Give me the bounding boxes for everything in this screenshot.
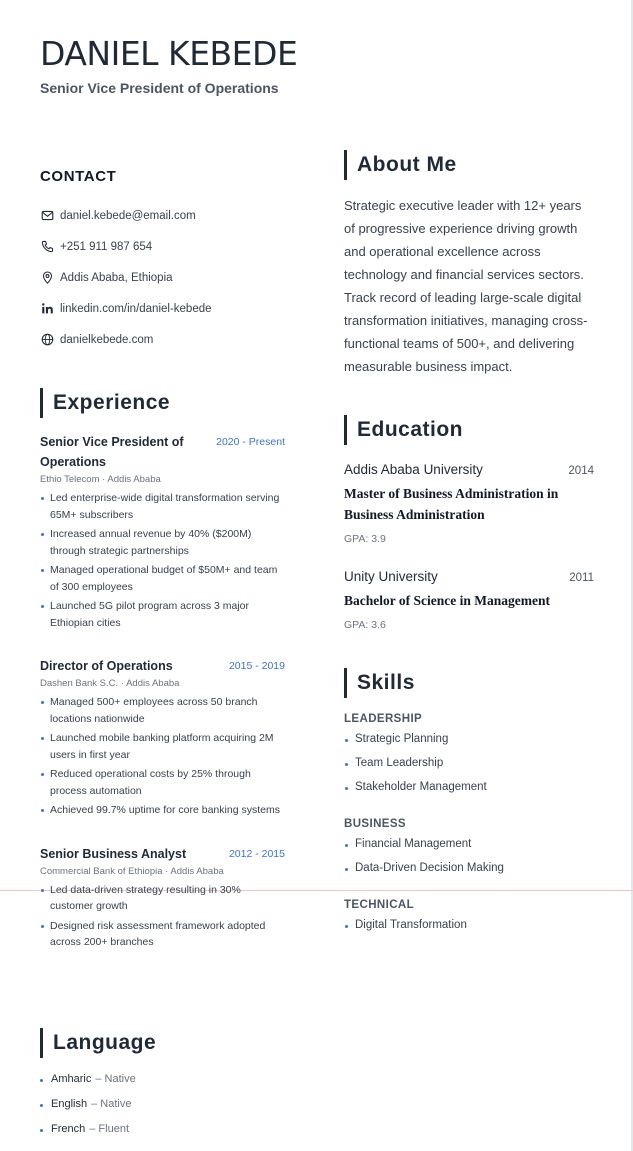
experience-bullet: Managed operational budget of $50M+ and team of 300 employees <box>40 562 285 595</box>
education-degree: Master of Business Administration in Business Administration <box>344 486 559 522</box>
education-item <box>344 462 594 545</box>
experience-item <box>40 432 285 631</box>
skill-item: Data-Driven Decision Making <box>344 862 594 886</box>
skill-item: Stakeholder Management <box>344 781 594 805</box>
language-heading: Language <box>40 1028 285 1058</box>
phone-icon <box>40 240 54 254</box>
contact-location <box>40 262 285 293</box>
language-item <box>40 1073 285 1098</box>
contact-email-text: daniel.kebede@email.com <box>60 209 196 222</box>
candidate-name: DANIEL KEBEDE <box>40 34 298 73</box>
contact-location-text: Addis Ababa, Ethiopia <box>60 271 173 284</box>
language-level: – Fluent <box>89 1123 129 1135</box>
skills-section <box>344 668 594 943</box>
education-school: Addis Ababa University <box>344 462 483 477</box>
experience-role: Senior Vice President of Operations <box>40 435 184 469</box>
resume-header <box>40 34 600 96</box>
skill-group-title: TECHNICAL <box>344 899 415 911</box>
education-gpa: GPA: 3.9 <box>344 533 386 545</box>
experience-role: Director of Operations <box>40 659 173 673</box>
experience-bullet: Achieved 99.7% uptime for core banking systems <box>40 802 285 819</box>
contact-phone-text: +251 911 987 654 <box>60 240 153 253</box>
education-school: Unity University <box>344 569 438 584</box>
experience-bullets <box>40 694 285 819</box>
experience-company: Commercial Bank of Ethiopia · Addis Ababa <box>40 865 224 877</box>
skill-group-business <box>344 818 594 886</box>
experience-bullet: Led data-driven strategy resulting in 30% customer growth <box>40 882 285 915</box>
experience-dates: 2012 - 2015 <box>228 847 285 860</box>
globe-icon <box>40 333 54 347</box>
contact-website[interactable] <box>40 324 285 355</box>
skill-item: Strategic Planning <box>344 733 594 757</box>
experience-bullet: Launched mobile banking platform acquiring 2M users in first year <box>40 730 285 763</box>
linkedin-icon <box>40 302 54 316</box>
skill-item: Digital Transformation <box>344 919 594 943</box>
experience-bullets <box>40 882 285 951</box>
skill-group-leadership <box>344 713 594 805</box>
experience-bullet: Reduced operational costs by 25% through process automation <box>40 766 285 799</box>
education-section <box>344 415 594 631</box>
contact-linkedin-text: linkedin.com/in/daniel-kebede <box>60 302 212 315</box>
language-section <box>40 1028 285 1148</box>
experience-company: Ethio Telecom · Addis Ababa <box>40 474 161 485</box>
language-level: – Native <box>95 1073 136 1085</box>
education-year: 2011 <box>569 572 594 584</box>
about-heading: About Me <box>344 150 594 180</box>
location-icon <box>40 271 54 285</box>
experience-bullet: Launched 5G pilot program across 3 major Ethiopian cities <box>40 598 285 631</box>
candidate-title: Senior Vice President of Operations <box>40 80 279 96</box>
language-list <box>40 1073 285 1148</box>
experience-company: Dashen Bank S.C. · Addis Ababa <box>40 678 180 689</box>
skills-heading: Skills <box>344 668 594 698</box>
language-item <box>40 1123 285 1148</box>
experience-dates: 2020 - Present <box>216 436 285 448</box>
language-name: French <box>51 1123 86 1135</box>
experience-heading: Experience <box>40 388 285 418</box>
experience-item <box>40 656 285 819</box>
education-degree: Bachelor of Science in Management <box>344 593 550 608</box>
contact-heading: CONTACT <box>40 168 117 185</box>
experience-bullet: Designed risk assessment framework adopted across 200+ branches <box>40 918 285 951</box>
experience-role: Senior Business Analyst <box>40 846 187 861</box>
skill-item: Team Leadership <box>344 757 594 781</box>
language-name: English <box>51 1098 88 1110</box>
experience-dates: 2015 - 2019 <box>228 660 285 672</box>
contact-phone[interactable] <box>40 231 285 262</box>
left-column <box>40 168 285 976</box>
language-name: Amharic <box>51 1073 92 1085</box>
contact-website-text: danielkebede.com <box>60 333 154 346</box>
skill-item: Financial Management <box>344 838 594 862</box>
education-gpa: GPA: 3.6 <box>344 619 386 631</box>
experience-list <box>40 432 285 951</box>
language-level: – Native <box>91 1098 132 1110</box>
experience-bullet: Increased annual revenue by 40% ($200M) through strategic partnerships <box>40 526 285 559</box>
mail-icon <box>40 209 54 223</box>
experience-bullet: Managed 500+ employees across 50 branch locations nationwide <box>40 694 285 727</box>
skill-group-technical <box>344 899 594 943</box>
experience-item-header <box>40 844 285 864</box>
experience-item-header <box>40 656 285 676</box>
about-section <box>344 150 594 378</box>
language-item <box>40 1098 285 1123</box>
experience-item-header <box>40 432 285 472</box>
contact-linkedin[interactable] <box>40 293 285 324</box>
education-item-header <box>344 569 594 584</box>
experience-bullets <box>40 490 285 631</box>
experience-section <box>40 388 285 951</box>
experience-item <box>40 844 285 951</box>
skill-group-title: LEADERSHIP <box>344 713 423 725</box>
about-text: Strategic executive leader with 12+ years of progressive experience driving growth and operational excellence across technology and financial services sectors. Track record of leading large-scale digital transformation initiatives, managing cross-functional teams of 500+, and delivering measurable business impact. <box>344 198 588 374</box>
experience-bullet: Led enterprise-wide digital transformation serving 65M+ subscribers <box>40 490 285 523</box>
education-heading: Education <box>344 415 594 445</box>
education-item-header <box>344 462 594 477</box>
skill-group-title: BUSINESS <box>344 818 406 830</box>
contact-email[interactable] <box>40 200 285 231</box>
right-column <box>344 150 594 943</box>
education-year: 2014 <box>568 465 594 477</box>
education-item <box>344 569 594 631</box>
